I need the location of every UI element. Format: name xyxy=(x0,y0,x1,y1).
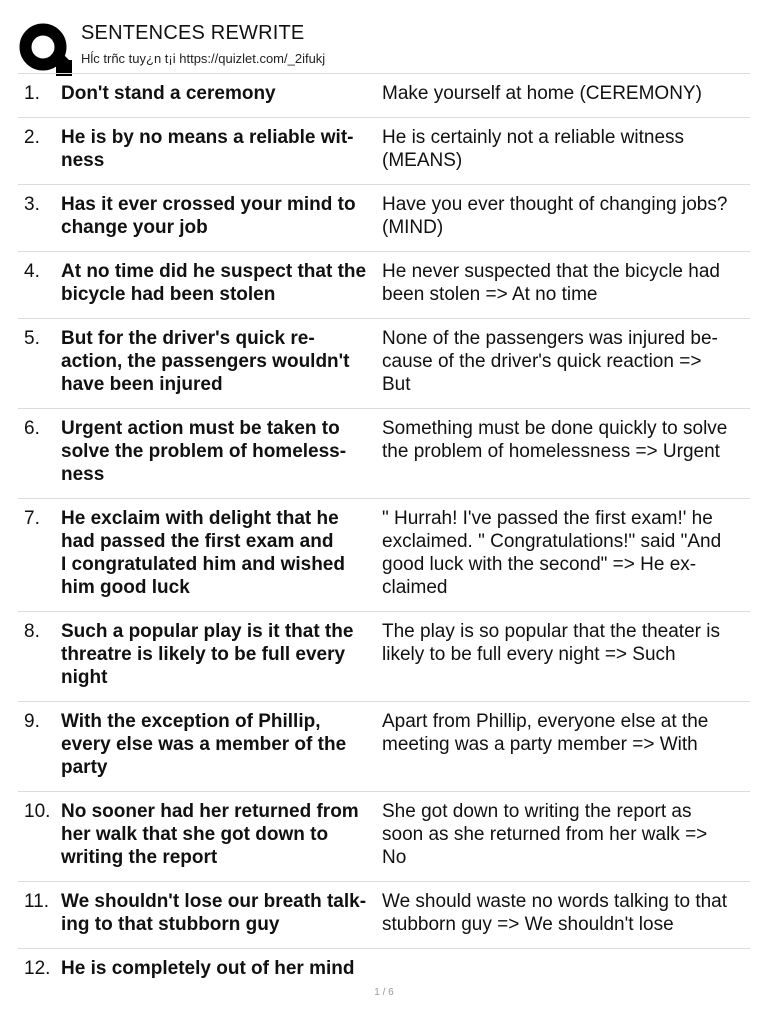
item-number-label: 3. xyxy=(24,194,40,215)
item-number xyxy=(18,890,61,936)
list-item xyxy=(18,882,750,949)
list-item xyxy=(18,185,750,252)
term-text: But for the driver's quick re- action, the passengers wouldn't have been injured xyxy=(61,328,350,395)
item-number xyxy=(18,126,61,172)
item-number-label: 11. xyxy=(24,891,50,912)
list-item xyxy=(18,612,750,702)
page-number: 1 / 6 xyxy=(374,987,394,998)
list-item xyxy=(18,499,750,612)
term-text: Urgent action must be taken to solve the problem of homeless- ness xyxy=(61,418,347,485)
term-text: He is by no means a reliable wit- ness xyxy=(61,127,354,171)
term-text: Don't stand a ceremony xyxy=(61,83,276,104)
term-text: With the exception of Phillip, every else was a member of the party xyxy=(61,711,347,778)
list-item xyxy=(18,118,750,185)
item-number-label: 2. xyxy=(24,127,40,148)
page-title: SENTENCES REWRITE xyxy=(81,22,305,44)
item-number-label: 7. xyxy=(24,508,40,529)
document-header xyxy=(18,18,750,74)
page-subtitle: Hĺc trñc tuy¿n t¡i https://quizlet.com/_2ifukj xyxy=(81,51,326,66)
definition-text: None of the passengers was injured be- cause of the driver's quick reaction => But xyxy=(382,328,718,395)
term-text: Has it ever crossed your mind to change your job xyxy=(61,194,356,238)
item-number xyxy=(18,800,61,869)
definition-text: " Hurrah! I've passed the first exam!' he exclaimed. " Congratulations!" said "And good luck with the second" => He ex- claimed xyxy=(382,508,722,598)
definition-text: He is certainly not a reliable witness (MEANS) xyxy=(382,127,685,171)
list-item xyxy=(18,319,750,409)
definition-text: The play is so popular that the theater is likely to be full every night => Such xyxy=(382,621,720,665)
item-number-label: 12. xyxy=(24,958,51,979)
term-text: Such a popular play is it that the threatre is likely to be full every night xyxy=(61,621,354,688)
definition-text xyxy=(382,957,750,980)
item-number xyxy=(18,507,61,599)
definition-text: She got down to writing the report as soon as she returned from her walk => No xyxy=(382,801,708,868)
item-number xyxy=(18,82,61,105)
item-number-label: 9. xyxy=(24,711,40,732)
term-text: We shouldn't lose our breath talk- ing to that stubborn guy xyxy=(61,891,367,935)
item-number-label: 8. xyxy=(24,621,40,642)
item-number xyxy=(18,957,61,980)
list-item xyxy=(18,702,750,792)
list-item xyxy=(18,74,750,118)
item-number-label: 1. xyxy=(24,83,40,104)
item-number xyxy=(18,417,61,486)
list-item xyxy=(18,792,750,882)
term-text: He exclaim with delight that he had passed the first exam and I congratulated him and wished him good luck xyxy=(61,508,345,598)
list-item xyxy=(18,949,750,992)
definition-text: Apart from Phillip, everyone else at the meeting was a party member => With xyxy=(382,711,709,755)
list-item xyxy=(18,252,750,319)
item-number xyxy=(18,260,61,306)
term-text: He is completely out of her mind xyxy=(61,958,355,979)
item-number xyxy=(18,620,61,689)
item-number xyxy=(18,710,61,779)
item-number-label: 10. xyxy=(24,801,51,822)
term-text: No sooner had her returned from her walk that she got down to writing the report xyxy=(61,801,359,868)
item-number xyxy=(18,193,61,239)
definition-text: Make yourself at home (CEREMONY) xyxy=(382,83,702,104)
item-number-label: 5. xyxy=(24,328,40,349)
definition-text: We should waste no words talking to that stubborn guy => We shouldn't lose xyxy=(382,891,728,935)
term-list xyxy=(18,73,750,992)
definition-text: He never suspected that the bicycle had been stolen => At no time xyxy=(382,261,720,305)
item-number-label: 6. xyxy=(24,418,40,439)
item-number xyxy=(18,327,61,396)
definition-text: Something must be done quickly to solve the problem of homelessness => Urgent xyxy=(382,418,728,462)
quizlet-logo-icon xyxy=(18,22,72,76)
item-number-label: 4. xyxy=(24,261,40,282)
definition-text: Have you ever thought of changing jobs? (MIND) xyxy=(382,194,728,238)
term-text: At no time did he suspect that the bicycle had been stolen xyxy=(61,261,367,305)
list-item xyxy=(18,409,750,499)
